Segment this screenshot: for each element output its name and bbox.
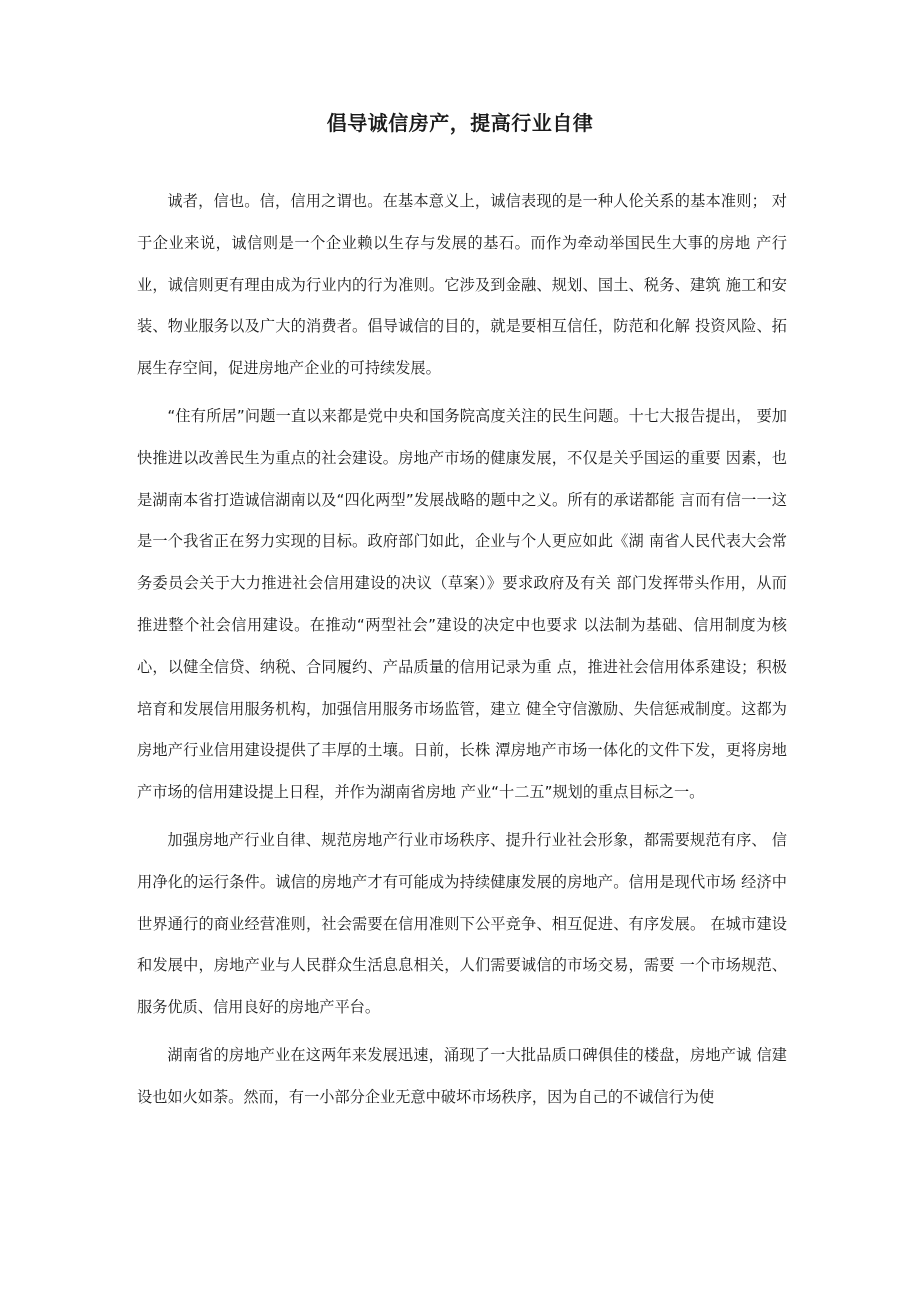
paragraph: 加强房地产行业自律、规范房地产行业市场秩序、提升行业社会形象，都需要规范有序、 信用净化的运行条件。诚信的房地产才有可能成为持续健康发展的房地产。信用是现代市场 经济中世界通行的商业经营准则，社会需要在信用准则下公平竞争、相互促进、有序发展。 在城市建设和发展中，房地产业与人民群众生活息息相关，人们需要诚信的市场交易，需要 一个市场规范、服务优质、信用良好的房地产平台。: [137, 830, 787, 1017]
paragraph: 诚者，信也。信，信用之谓也。在基本意义上，诚信表现的是一种人伦关系的基本准则； 对于企业来说，诚信则是一个企业赖以生存与发展的基石。而作为牵动举国民生大事的房地 产行业，诚信则更有理由成为行业内的行为准则。它涉及到金融、规划、国土、税务、建筑 施工和安装、物业服务以及广大的消费者。倡导诚信的目的，就是要相互信任，防范和化解 投资风险、拓展生存空间，促进房地产企业的可持续发展。: [137, 192, 787, 378]
paragraph: 湖南省的房地产业在这两年来发展迅速，涌现了一大批品质口碑俱佳的楼盘，房地产诚 信建设也如火如荼。然而，有一小部分企业无意中破坏市场秩序，因为自己的不诚信行为使: [137, 1045, 787, 1106]
document-body: [137, 181, 787, 1125]
document-title: 倡导诚信房产，提高行业自律: [326, 111, 594, 136]
paragraph: “住有所居”问题一直以来都是党中央和国务院高度关注的民生问题。十七大报告提出， 要加快推进以改善民生为重点的社会建设。房地产市场的健康发展，不仅是关乎国运的重要 因素，也是湖南本省打造诚信湖南以及“四化两型”发展战略的题中之义。所有的承诺都能 言而有信一一这是一个我省正在努力实现的目标。政府部门如此，企业与个人更应如此《湖 南省人民代表大会常务委员会关于大力推进社会信用建设的决议（草案）》要求政府及有关 部门发挥带头作用，从而推进整个社会信用建设。在推动“两型社会”建设的决定中也要求 以法制为基础、信用制度为核心，以健全信贷、纳税、合同履约、产品质量的信用记录为重 点，推进社会信用体系建设；积极培育和发展信用服务机构，加强信用服务市场监管，建立 健全守信激励、失信惩戒制度。这都为房地产行业信用建设提供了丰厚的土壤。日前，长株 潭房地产市场一体化的文件下发，更将房地产市场的信用建设提上日程，并作为湖南省房地 产业“十二五”规划的重点目标之一。: [137, 406, 787, 802]
